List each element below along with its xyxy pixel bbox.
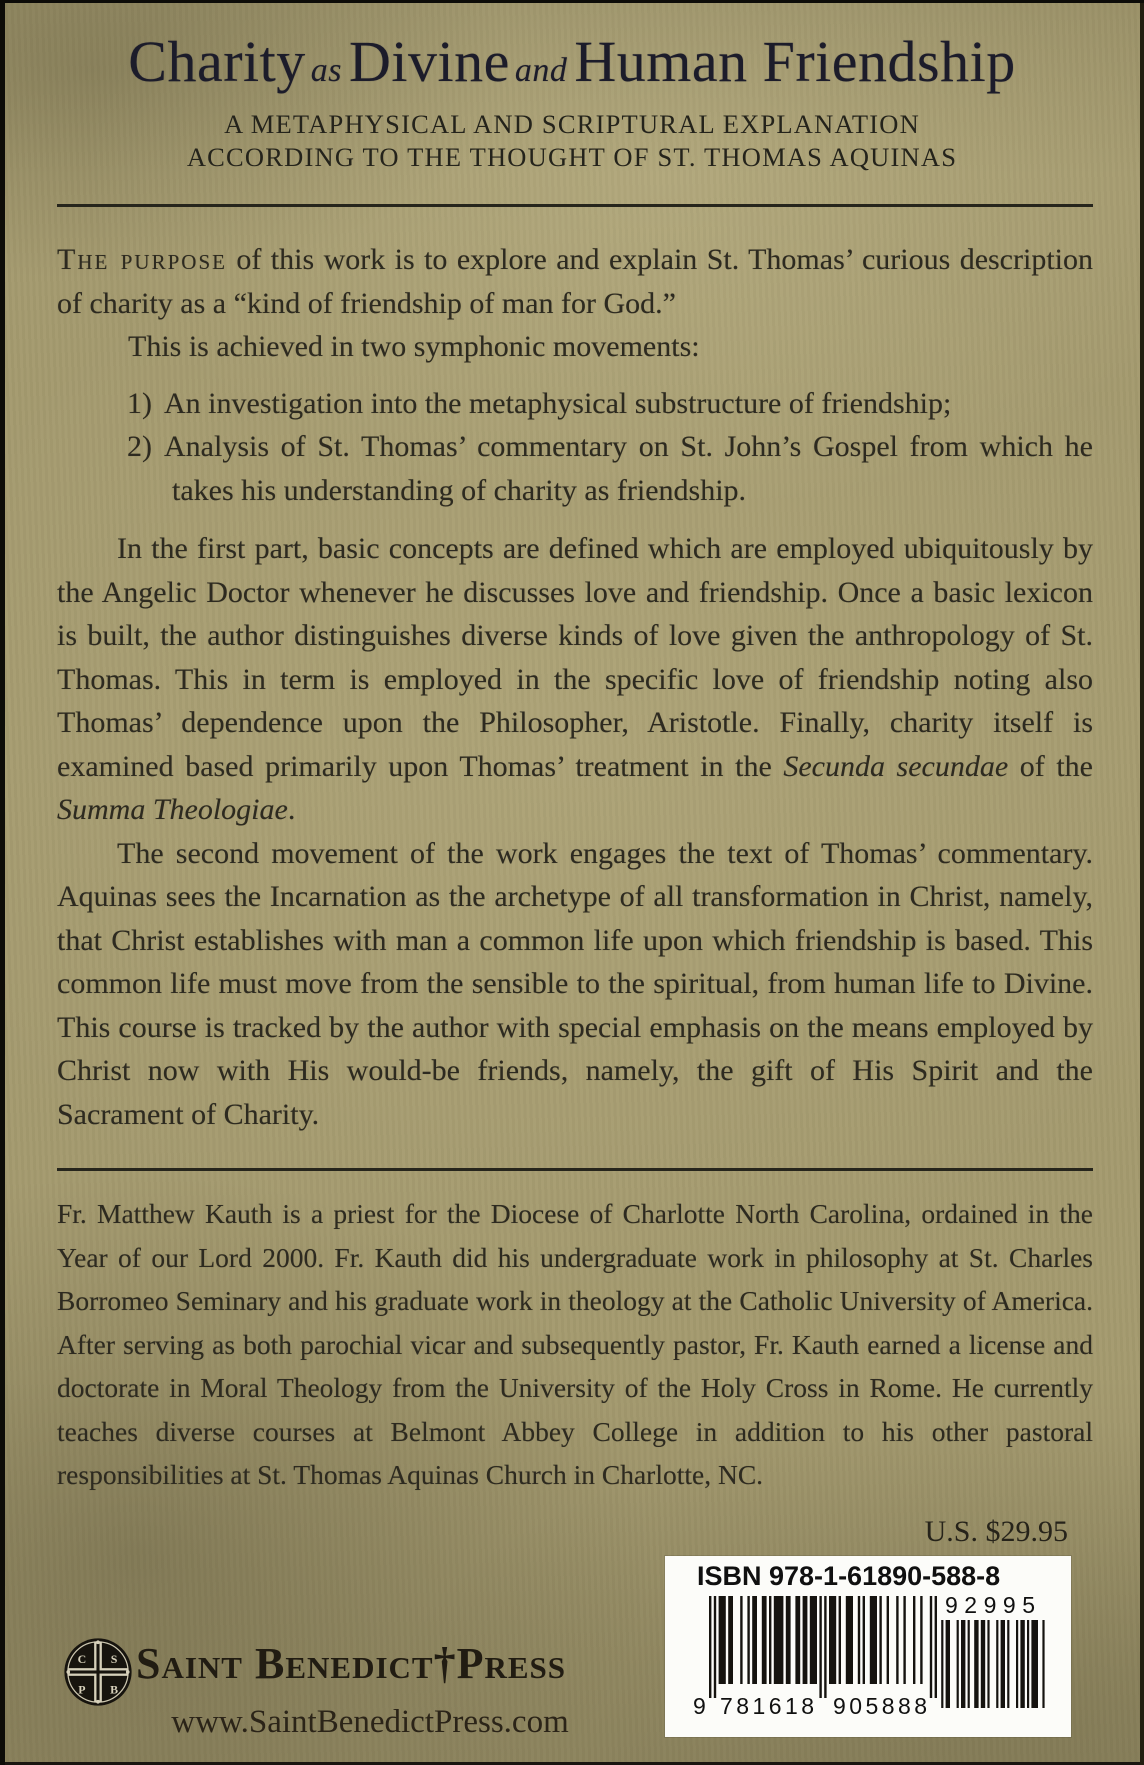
- synopsis: [57, 238, 1093, 1136]
- synopsis-paragraph-3: In the first part, basic concepts are defined which are employed ubiquitously by the Angelic Doctor whenever he discusses love and friendship. Once a basic lexicon is built, the author distinguishes diverse kinds of love given the anthropology of St. Thomas. This in term is employed in the specific love of friendship noting also Thomas’ dependence upon the Philosopher, Aristotle. Finally, charity itself is examined based primarily upon Thomas’ treatment in the Secunda secundae of the Summa Theologiae.: [57, 532, 1093, 826]
- subtitle-line-2: ACCORDING TO THE THOUGHT OF ST. THOMAS AQUINAS: [186, 142, 958, 172]
- ean-barcode-svg: [693, 1596, 939, 1720]
- synopsis-paragraph-1: [57, 238, 1093, 325]
- medal-letter-b: B: [110, 1682, 119, 1697]
- header: [0, 29, 1144, 174]
- list-item-2: [57, 425, 1093, 512]
- list-item-2-number: 2): [127, 430, 152, 463]
- synopsis-paragraph-1-text: of this work is to explore and explain St. Thomas’ curious description of charity as a “kind of friendship of man for God.”: [57, 243, 1093, 320]
- list-item-1-text: An investigation into the metaphysical substructure of friendship;: [164, 386, 952, 420]
- benedict-medal-icon: [63, 1637, 133, 1707]
- title-word-human-friendship: Human Friendship: [574, 29, 1016, 94]
- medal-letter-c: C: [77, 1651, 87, 1666]
- barcode-box: [665, 1556, 1071, 1737]
- title-connector-as: as: [310, 52, 342, 89]
- small-caps-lead: The purpose: [57, 243, 227, 276]
- ean-digit-lead: 9: [693, 1693, 706, 1719]
- movement-list: [57, 382, 1093, 513]
- divider-bio: [57, 1168, 1093, 1171]
- list-item-1: [57, 382, 1093, 426]
- list-item-2-text: Analysis of St. Thomas’ commentary on St. John’s Gospel from which he takes his understanding of charity as friendship.: [164, 430, 1093, 507]
- ean-digits-right: 905888: [833, 1693, 927, 1719]
- ean-digits-left: 781618: [720, 1693, 814, 1719]
- medal-letter-p: P: [78, 1682, 86, 1697]
- author-bio: Fr. Matthew Kauth is a priest for the Diocese of Charlotte North Carolina, ordained in the Year of our Lord 2000. Fr. Kauth did his undergraduate work in philosophy at St. Charles Borromeo Seminary and his graduate work in theology at the Catholic University of America. After serving as both parochial vicar and subsequently pastor, Fr. Kauth earned a license and doctorate in Moral Theology from the University of the Holy Cross in Rome. He currently teaches diverse courses at Belmont Abbey College in addition to his other pastoral responsibilities at St. Thomas Aquinas Church in Charlotte, NC.: [57, 1198, 1093, 1490]
- book-subtitle: [0, 108, 1144, 174]
- supplement-digits: 92995: [945, 1596, 1035, 1618]
- synopsis-paragraph-4: The second movement of the work engages the text of Thomas’ commentary. Aquinas sees the Incarnation as the archetype of all transformation in Christ, namely, that Christ establishes with man a common life upon which friendship is based. This common life must move from the sensible to the spiritual, from human life to Divine. This course is tracked by the author with special emphasis on the means employed by Christ now with His would-be friends, namely, the gift of His Spirit and the Sacrament of Charity.: [57, 836, 1093, 1131]
- divider-top: [57, 204, 1093, 207]
- price-label: U.S. $29.95: [924, 1515, 1068, 1548]
- medal-letter-s: S: [110, 1651, 118, 1666]
- list-item-1-number: 1): [127, 386, 152, 420]
- title-connector-and: and: [514, 52, 568, 89]
- title-word-charity: Charity: [128, 29, 306, 94]
- synopsis-paragraph-2: This is achieved in two symphonic movements:: [128, 330, 700, 363]
- book-title: [0, 29, 1144, 94]
- isbn-label: ISBN 978-1-61890-588-8: [697, 1561, 1001, 1591]
- supplement-barcode-svg: [937, 1596, 1047, 1720]
- publisher-logotype: Saint Benedict†Press: [136, 1639, 567, 1688]
- title-word-divine: Divine: [349, 29, 510, 94]
- publisher-url: www.SaintBenedictPress.com: [171, 1704, 569, 1740]
- subtitle-line-1: A METAPHYSICAL AND SCRIPTURAL EXPLANATION: [224, 109, 920, 139]
